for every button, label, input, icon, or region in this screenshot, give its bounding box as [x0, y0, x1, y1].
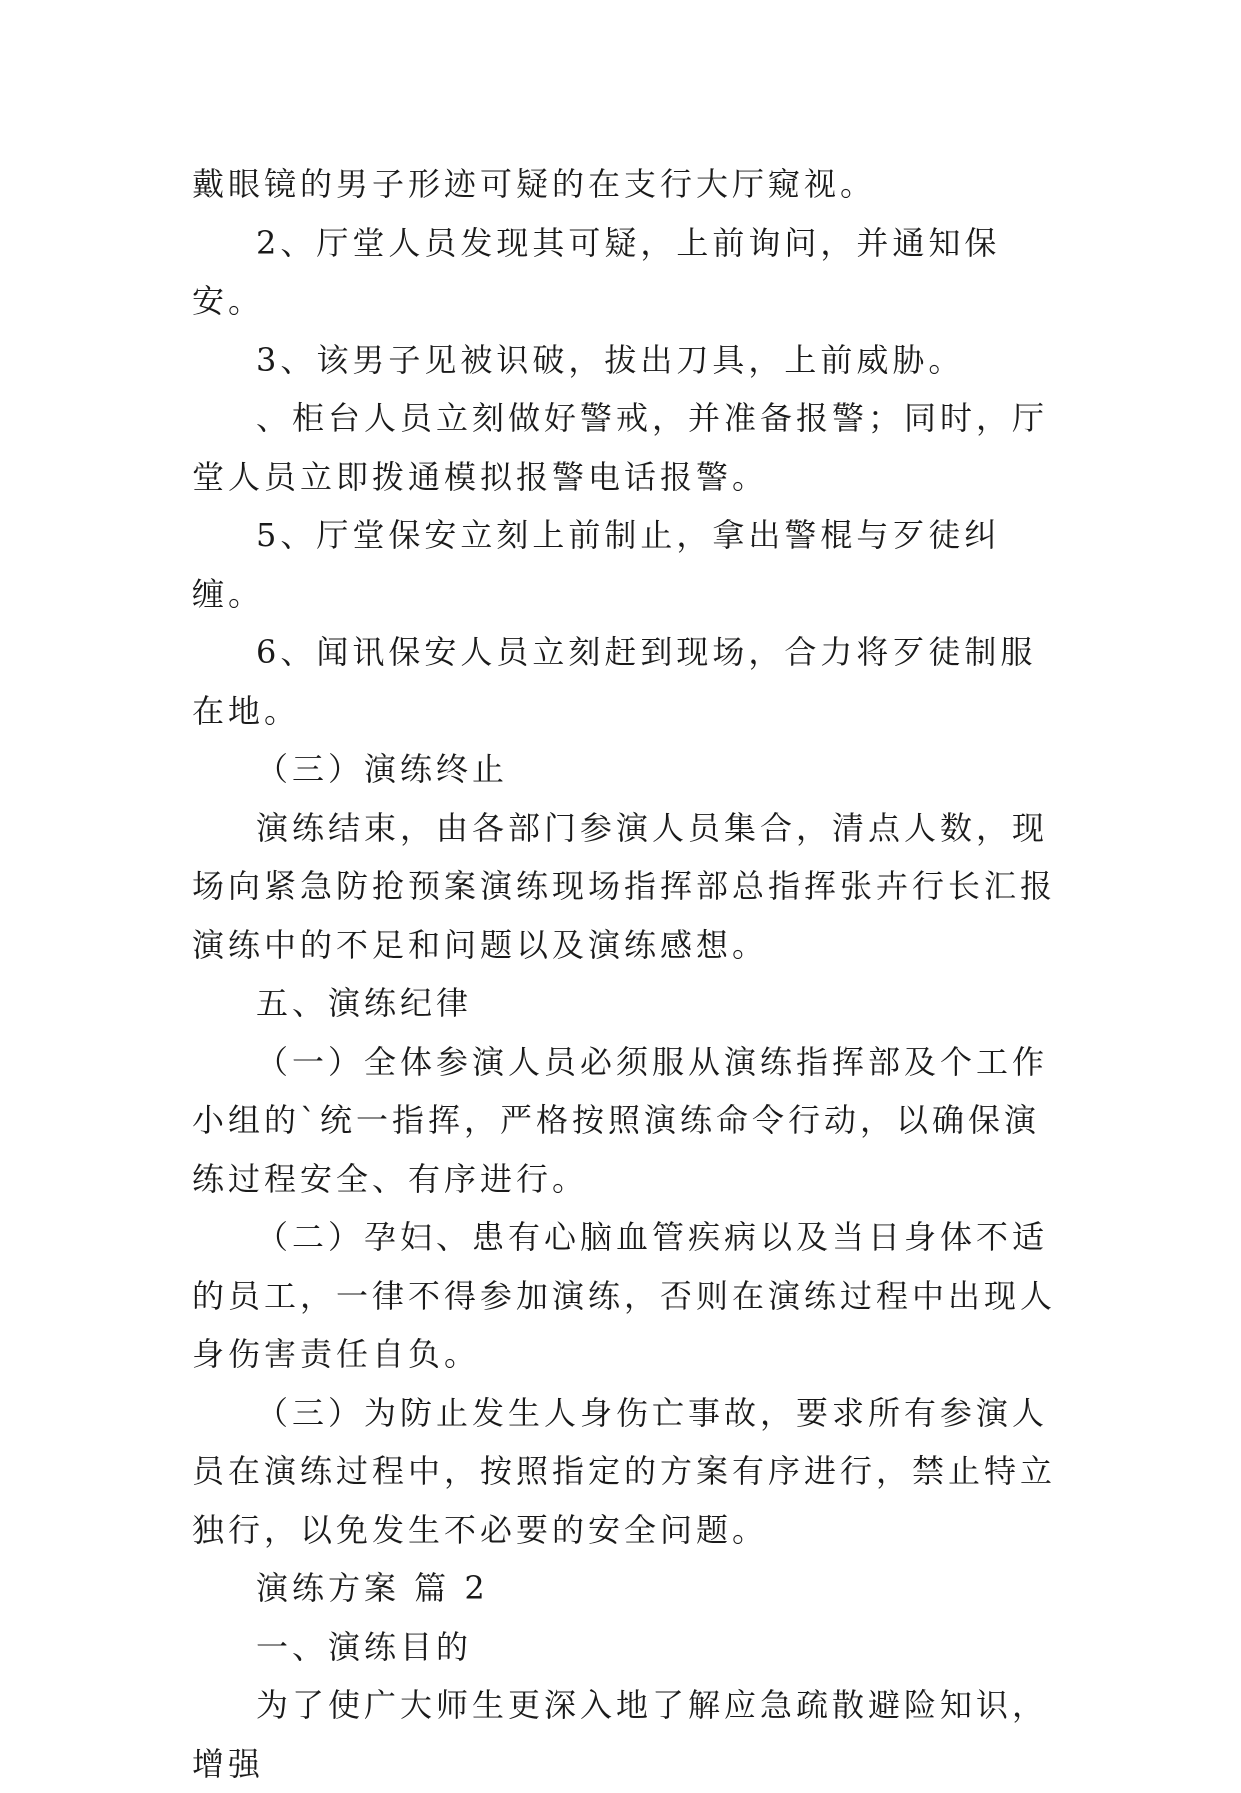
heading-drill-purpose: 一、演练目的 — [256, 1627, 473, 1666]
heading-drill-discipline: 五、演练纪律 — [256, 984, 473, 1022]
heading-plan-2: 演练方案 篇 2 — [256, 1569, 489, 1607]
paragraph-drill-end: 演练结束，由各部门参演人员集合，清点人数，现场向紧急防抢预案演练现场指挥部总指挥张卉行长汇报演练中的不足和问题以及演练感想。 — [192, 808, 1057, 964]
paragraph-discipline-2: （二）孕妇、患有心脑血管疾病以及当日身体不适的员工，一律不得参加演练，否则在演练过程中出现人身伤害责任自负。 — [192, 1218, 1057, 1373]
heading-drill-end: （三）演练终止 — [256, 750, 509, 788]
paragraph-step-4: 、柜台人员立刻做好警戒，并准备报警；同时，厅堂人员立即拨通模拟报警电话报警。 — [192, 399, 1049, 496]
document-body — [192, 155, 1056, 1793]
paragraph-step-5: 5、厅堂保安立刻上前制止，拿出警棍与歹徒纠缠。 — [192, 516, 1001, 613]
paragraph-step-6: 6、闻讯保安人员立刻赶到现场，合力将歹徒制服在地。 — [192, 633, 1037, 730]
paragraph-discipline-1: （一）全体参演人员必须服从演练指挥部及个工作小组的`统一指挥，严格按照演练命令行动，以确保演练过程安全、有序进行。 — [192, 1042, 1049, 1198]
paragraph-step-2: 2、厅堂人员发现其可疑，上前询问，并通知保安。 — [192, 223, 1001, 320]
paragraph-step-3: 3、该男子见被识破，拔出刀具，上前威胁。 — [256, 340, 965, 379]
paragraph-drill-purpose: 为了使广大师生更深入地了解应急疏散避险知识，增强 — [192, 1686, 1049, 1783]
paragraph-continuation: 戴眼镜的男子形迹可疑的在支行大厅窥视。 — [192, 165, 877, 203]
paragraph-discipline-3: （三）为防止发生人身伤亡事故，要求所有参演人员在演练过程中，按照指定的方案有序进行，禁止特立独行，以免发生不必要的安全问题。 — [192, 1393, 1057, 1549]
